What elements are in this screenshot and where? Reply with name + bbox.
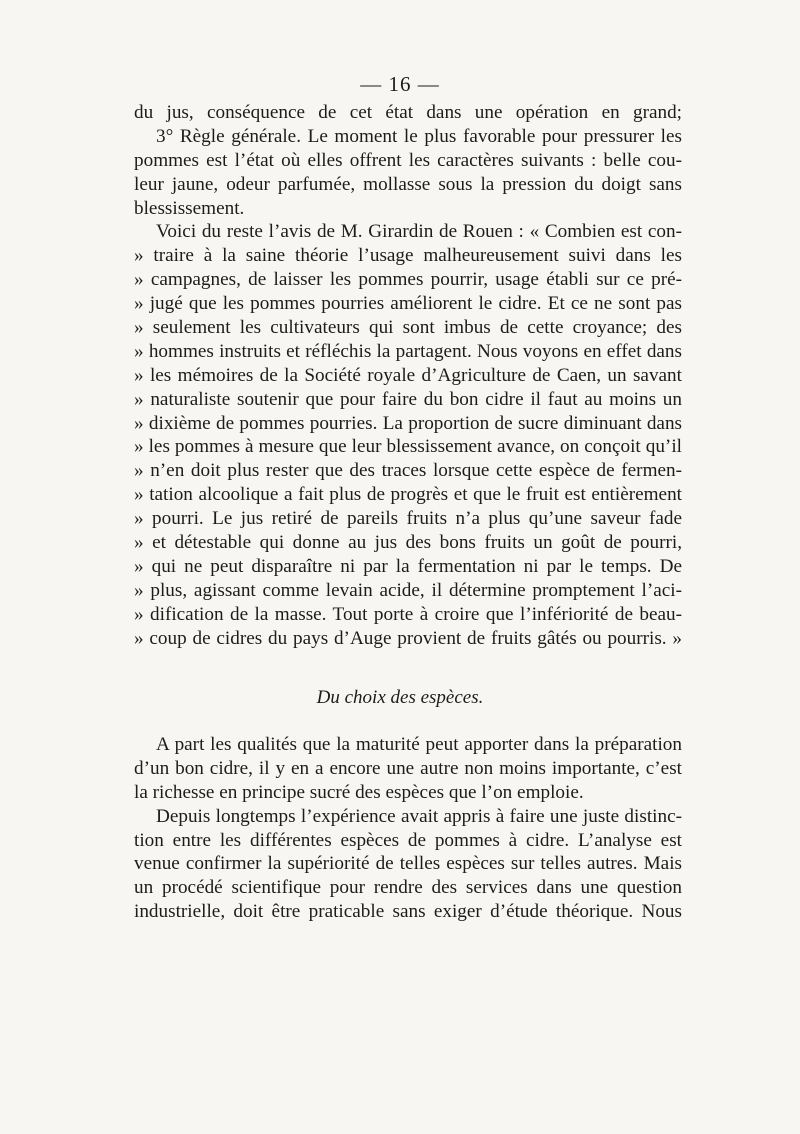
text-line: 3° Règle générale. Le moment le plus favorable pour pressurer les (156, 125, 682, 147)
text-line: la richesse en principe sucré des espèces que l’on emploie. (134, 781, 584, 803)
text-line: » et détestable qui donne au jus des bons fruits un goût de pourri, (134, 532, 682, 554)
text-line: pommes est l’état où elles offrent les caractères suivants : belle cou- (134, 149, 682, 171)
text-block-upper (134, 101, 682, 650)
text-line: » tation alcoolique a fait plus de progrès et que le fruit est entièrement (134, 484, 682, 506)
text-line: » les mémoires de la Société royale d’Agriculture de Caen, un savant (134, 364, 682, 386)
section-title: Du choix des espèces. (316, 687, 484, 708)
text-line: » qui ne peut disparaître ni par la fermentation ni par le temps. De (134, 555, 682, 577)
text-line: » seulement les cultivateurs qui sont imbus de cette croyance; des (134, 317, 682, 339)
text-block-lower (134, 733, 682, 924)
text-line: » hommes instruits et réfléchis la partagent. Nous voyons en effet dans (134, 340, 682, 362)
text-line: Voici du reste l’avis de M. Girardin de Rouen : « Combien est con- (156, 221, 682, 243)
text-line: » coup de cidres du pays d’Auge provient de fruits gâtés ou pourris. » (134, 627, 682, 649)
text-line: » dixième de pommes pourries. La proportion de sucre diminuant dans (134, 412, 682, 434)
text-line: » plus, agissant comme levain acide, il détermine promptement l’aci- (134, 579, 682, 601)
text-line: tion entre les différentes espèces de pommes à cidre. L’analyse est (134, 829, 682, 851)
text-line: un procédé scientifique pour rendre des services dans une question (134, 877, 682, 899)
text-line: d’un bon cidre, il y en a encore une autre non moins importante, c’est (134, 757, 682, 779)
text-line: » dification de la masse. Tout porte à croire que l’infériorité de beau- (134, 603, 682, 625)
text-line: du jus, conséquence de cet état dans une opération en grand; (134, 102, 682, 123)
text-line: Depuis longtemps l’expérience avait appris à faire une juste distinc- (156, 805, 682, 827)
text-line: » pourri. Le jus retiré de pareils fruits n’a plus qu’une saveur fade (134, 508, 682, 530)
text-line: A part les qualités que la maturité peut apporter dans la préparation (156, 734, 682, 755)
text-line: leur jaune, odeur parfumée, mollasse sous la pression du doigt sans (134, 173, 682, 195)
text-line: » campagnes, de laisser les pommes pourrir, usage établi sur ce pré- (134, 269, 682, 291)
text-line: » les pommes à mesure que leur blessissement avance, on conçoit qu’il (134, 436, 682, 458)
text-line: industrielle, doit être praticable sans exiger d’étude théorique. Nous (134, 901, 682, 923)
text-line: » traire à la saine théorie l’usage malheureusement suivi dans les (134, 245, 682, 267)
text-line: blessissement. (134, 197, 245, 219)
text-line: » jugé que les pommes pourries améliorent le cidre. Et ce ne sont pas (134, 293, 682, 315)
text-line: » naturaliste soutenir que pour faire du bon cidre il faut au moins un (134, 388, 682, 410)
text-line: » n’en doit plus rester que des traces lorsque cette espèce de fermen- (134, 460, 682, 482)
page-number: — 16 — (360, 72, 440, 96)
text-line: venue confirmer la supériorité de telles espèces sur telles autres. Mais (134, 853, 682, 875)
